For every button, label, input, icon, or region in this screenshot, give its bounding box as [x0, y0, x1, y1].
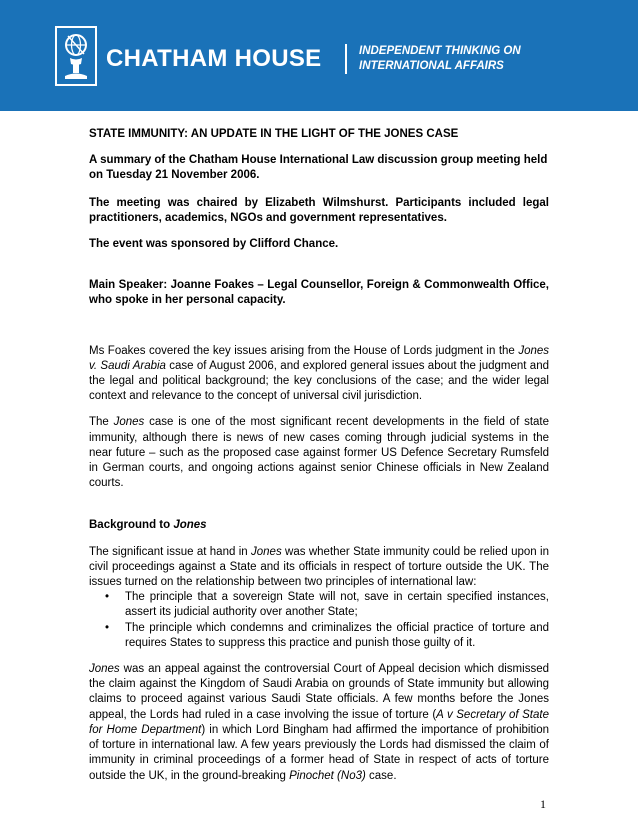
text-run: case of August 2006, and explored general issues about the judgment and the legal and political background; the key conclusions of the case; and the wider legal context and relevance to the concept of universal civil jurisdiction. [89, 359, 549, 403]
text-run: ) in which Lord Bingham had affirmed the importance of prohibition of torture in international law. A few years previously the Lords had dismissed the claim of immunity in criminal proceedings of a former head of State in respect of acts of torture outside the UK, in the ground-breaking [89, 723, 549, 782]
heading-case-name: Jones [173, 519, 207, 532]
case-name: Jones [113, 416, 145, 429]
bullet-icon: • [105, 621, 110, 634]
page-number: 1 [540, 797, 546, 811]
header-divider [345, 44, 347, 74]
text-run: case. [365, 769, 397, 782]
header-banner [0, 0, 638, 111]
case-name: A v Secretary of State for Home Department [89, 708, 549, 736]
case-name: Jones [251, 545, 282, 558]
paragraph-issue [89, 545, 549, 591]
case-name: Pinochet (No3) [289, 769, 366, 782]
text-run: was whether State immunity could be relied upon in civil proceedings against a State and its officials in respect of torture outside the UK. The issues turned on the relationship between two principles of international law: [89, 545, 549, 589]
text-run: Ms Foakes covered the key issues arising from the House of Lords judgment in the [89, 344, 519, 357]
paragraph-significance [89, 415, 549, 491]
text-run: was an appeal against the controversial Court of Appeal decision which dismissed the claim against the Kingdom of Saudi Arabia on grounds of State immunity but allowing claims to proceed against various Saudi State officials. A few months before the Jones appeal, the Lords had ruled in a case involving the issue of torture ( [89, 663, 549, 721]
bullet-icon: • [105, 591, 110, 604]
main-speaker: Main Speaker: Joanne Foakes – Legal Counsellor, Foreign & Commonwealth Office, who spoke in her personal capacity. [89, 279, 549, 307]
meeting-chair: The meeting was chaired by Elizabeth Wilmshurst. Participants included legal practitioners, academics, NGOs and government representatives. [89, 196, 549, 224]
tagline-line-1: INDEPENDENT THINKING ON [359, 45, 521, 57]
principles-list [89, 590, 549, 651]
event-sponsor: The event was sponsored by Clifford Chance. [89, 238, 339, 251]
text-run: case is one of the most significant recent developments in the field of state immunity, although there is news of new cases coming through judicial systems in the near future – such as the proposed case against former US Defence Secretary Rumsfeld in German courts, and ongoing actions against senior Chinese officials in New Zealand courts. [89, 416, 549, 490]
brand-name: CHATHAM HOUSE [106, 45, 322, 72]
text-run: The significant issue at hand in [89, 545, 252, 558]
tagline-line-2: INTERNATIONAL AFFAIRS [359, 60, 504, 72]
document-body [89, 124, 549, 784]
case-name: Jones [89, 663, 120, 676]
heading-text: Background to [89, 519, 174, 532]
list-item-text: The principle which condemns and criminalizes the official practice of torture and requires States to suppress this practice and punish those guilty of it. [125, 621, 549, 649]
list-item [89, 621, 549, 651]
paragraph-intro [89, 344, 549, 405]
globe-on-pedestal-icon [57, 28, 95, 84]
logo [55, 26, 97, 86]
paragraph-appeal [89, 662, 549, 784]
text-run: The [89, 416, 114, 429]
meeting-summary: A summary of the Chatham House International Law discussion group meeting held on Tuesday 21 November 2006. [89, 154, 548, 182]
case-name: Jones v. Saudi Arabia [89, 344, 549, 372]
list-item-text: The principle that a sovereign State will not, save in certain specified instances, assert its judicial authority over another State; [125, 591, 549, 619]
list-item [89, 590, 549, 620]
document-title: STATE IMMUNITY: AN UPDATE IN THE LIGHT OF THE JONES CASE [89, 128, 459, 140]
section-heading [89, 518, 549, 533]
tagline [359, 44, 521, 74]
